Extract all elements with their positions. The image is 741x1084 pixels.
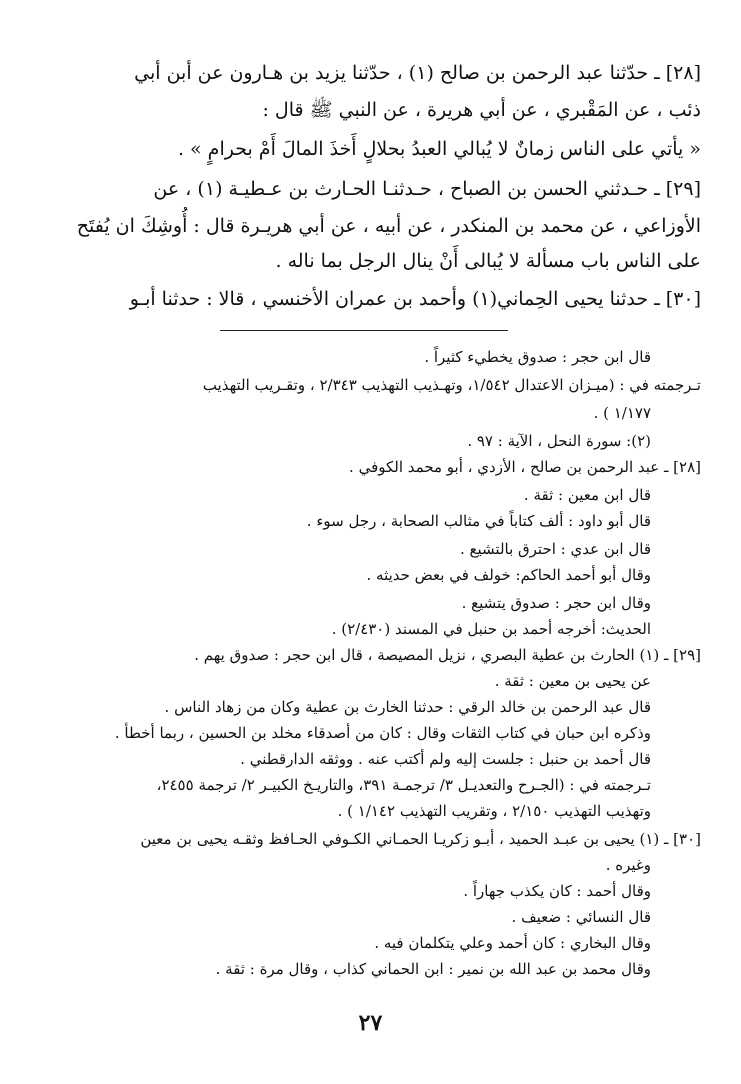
footnote-line: [٢٨] ـ عبد الرحمن بن صالح ، الأزدي ، أبو محمد الكوفي . xyxy=(349,458,701,476)
footnote-line: [٢٩] ـ (١) الحارث بن عطية البصري ، نزيل المصيصة ، قال ابن حجر : صدوق يهم . xyxy=(194,646,701,664)
footnote-line: وقال أحمد : كان يكذب جهاراً . xyxy=(463,882,651,900)
footnote-line: قال أبو داود : ألف كتاباً في مثالب الصحابة ، رجل سوء . xyxy=(306,512,651,530)
footnote-line: قال ابن حجر : صدوق يخطيء كثيراً . xyxy=(424,348,651,366)
footnote-line: ١/١٧٧ ) . xyxy=(593,404,651,422)
hadith-29-line-1: [٢٩] ـ حـدثني الحسن بن الصباح ، حـدثنـا الحـارث بن عـطيـة (١) ، عن xyxy=(153,178,701,200)
footnote-line: وذكره ابن حبان في كتاب الثقات وقال : كان من أصدقاء مخلد بن الحسين ، ربما أخطأ . xyxy=(114,724,651,742)
footnote-line: تـرجمته في : (الجـرح والتعديـل ٣/ ترجمـة ٣٩١، والتاريـخ الكبيـر ٢/ ترجمة ٢٤٥٥، xyxy=(156,776,651,794)
footnote-line: قال ابن معين : ثقة . xyxy=(523,486,651,504)
hadith-29-line-3: على الناس باب مسألة لا يُبالى أَنْ ينال الرجل بما ناله . xyxy=(275,250,701,272)
footnote-line: وغيره . xyxy=(605,856,651,874)
footnote-line: الحديث: أخرجه أحمد بن حنبل في المسند (٢/٤٣٠) . xyxy=(331,620,651,638)
footnote-line: [٣٠] ـ (١) يحيى بن عبـد الحميد ، أبـو زكريـا الحمـاني الكـوفي الحـافظ وثقـه يحيى بن معين xyxy=(140,830,701,848)
footnote-line: وقال البخاري : كان أحمد وعلي يتكلمان فيه . xyxy=(374,934,651,952)
footnote-separator xyxy=(220,330,508,331)
footnote-line: قال أحمد بن حنبل : جلست إليه ولم أكتب عنه . ووثقه الدارقطني . xyxy=(240,750,651,768)
footnote-line: عن يحيى بن معين : ثقة . xyxy=(494,672,651,690)
footnote-line: تـرجمته في : (ميـزان الاعتدال ١/٥٤٢، وتهـذيب التهذيب ٢/٣٤٣ ، وتقـريب التهذيب xyxy=(202,376,701,394)
footnote-line: (٢): سورة النحل ، الآية : ٩٧ . xyxy=(467,432,651,450)
hadith-28-matn: « يأتي على الناس زمانٌ لا يُبالي العبدُ بحلالٍ أَخذَ المالَ أَمْ بحرامٍ » . xyxy=(177,138,701,160)
footnote-line: وتهذيب التهذيب ٢/١٥٠ ، وتقريب التهذيب ١/١٤٢ ) . xyxy=(337,802,651,820)
hadith-30-line-1: [٣٠] ـ حدثنا يحيى الحِماني(١) وأحمد بن عمران الأخنسي ، قالا : حدثنا أبـو xyxy=(129,288,701,310)
footnote-line: قال ابن عدي : احترق بالتشيع . xyxy=(459,540,651,558)
hadith-29-line-2: الأوزاعي ، عن محمد بن المنكدر ، عن أبيه ، عن أبي هريـرة قال : أُوشِكَ ان يُفتَح xyxy=(76,215,701,237)
hadith-28-line-1: [٢٨] ـ حدّثنا عبد الرحمن بن صالح (١) ، حدّثنا يزيد بن هـارون عن أبن أبي xyxy=(134,62,701,84)
page-number: ٢٧ xyxy=(358,1010,383,1036)
footnote-line: وقال ابن حجر : صدوق يتشيع . xyxy=(461,594,651,612)
footnote-line: وقال محمد بن عبد الله بن نمير : ابن الحماني كذاب ، وقال مرة : ثقة . xyxy=(215,960,651,978)
footnote-line: قال النسائي : ضعيف . xyxy=(511,908,651,926)
footnote-line: وقال أبو أحمد الحاكم: خولف في بعض حديثه . xyxy=(366,566,651,584)
hadith-28-line-2: ذئب ، عن المَقْبري ، عن أبي هريرة ، عن النبي ﷺ قال : xyxy=(262,99,701,121)
footnote-line: قال عبد الرحمن بن خالد الرقي : حدثنا الخارث بن عطية وكان من زهاد الناس . xyxy=(164,698,651,716)
